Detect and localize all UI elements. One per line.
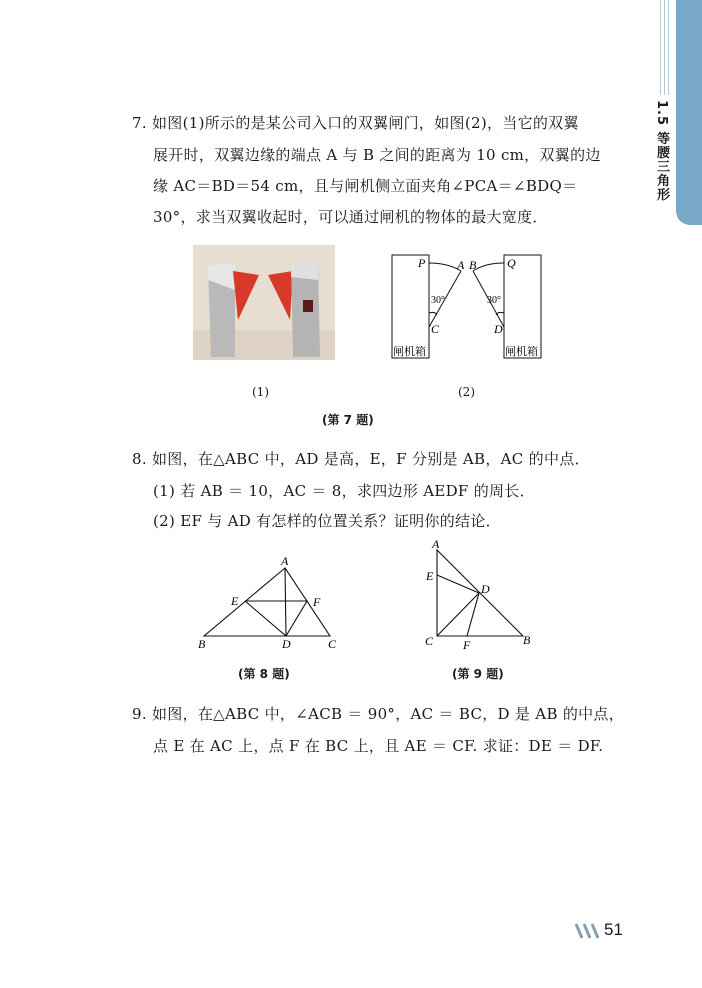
svg-text:Q: Q [507,256,516,270]
svg-text:F: F [463,638,471,652]
svg-text:A: A [281,554,289,568]
problem9-line: 9. 如图，在△ABC 中，∠ACB ＝ 90°，AC ＝ BC，D 是 AB 的中点， [132,705,625,723]
svg-text:D: D [494,322,503,336]
svg-text:B: B [523,633,531,647]
svg-text:A: A [457,258,465,272]
problem7-line: 展开时，双翼边缘的端点 A 与 B 之间的距离为 10 cm，双翼的边 [153,146,601,164]
svg-text:C: C [425,634,434,648]
section-title: 1.5 等腰三角形 [654,100,669,202]
svg-text:C: C [328,637,337,651]
svg-text:D: D [282,637,291,651]
turnstile-diagram [380,245,555,375]
svg-text:P: P [418,256,426,270]
problem8-line: 8. 如图，在△ABC 中，AD 是高，E，F 分别是 AB，AC 的中点． [132,450,590,468]
svg-text:30°: 30° [431,295,445,306]
svg-text:E: E [231,594,239,608]
fig2-caption: (2) [458,385,475,399]
svg-text:C: C [431,322,440,336]
svg-text:B: B [469,258,477,272]
problem7-line: 7. 如图(1)所示的是某公司入口的双翼闸门，如图(2)，当它的双翼 [132,114,579,132]
figure9-caption: (第 9 题) [452,667,504,681]
svg-text:闸机箱: 闸机箱 [505,346,538,358]
divider [664,0,665,95]
svg-text:闸机箱: 闸机箱 [393,346,426,358]
svg-text:B: B [198,637,206,651]
figure7-caption: (第 7 题) [322,413,374,427]
divider [668,0,669,95]
svg-text:E: E [426,569,434,583]
svg-text:A: A [432,537,440,551]
problem8-line: (2) EF 与 AD 有怎样的位置关系？证明你的结论． [153,512,501,530]
page-stripes-icon [574,922,604,940]
problem7-line: 30°，求当双翼收起时，可以通过闸机的物体的最大宽度． [153,208,548,226]
page-number: 51 [604,920,623,939]
svg-text:30°: 30° [487,295,501,306]
fig1-caption: (1) [252,385,269,399]
divider [660,0,661,95]
turnstile-photo [193,245,335,360]
problem9-line: 点 E 在 AC 上，点 F 在 BC 上，且 AE ＝ CF. 求证：DE ＝ DF. [153,737,604,755]
svg-text:F: F [313,595,321,609]
problem8-line: (1) 若 AB ＝ 10，AC ＝ 8，求四边形 AEDF 的周长． [153,482,535,500]
figure8-caption: (第 8 题) [238,667,290,681]
chapter-tab [676,0,702,225]
problem7-line: 缘 AC＝BD＝54 cm，且与闸机侧立面夹角∠PCA＝∠BDQ＝ [153,177,578,195]
svg-text:D: D [481,582,490,596]
